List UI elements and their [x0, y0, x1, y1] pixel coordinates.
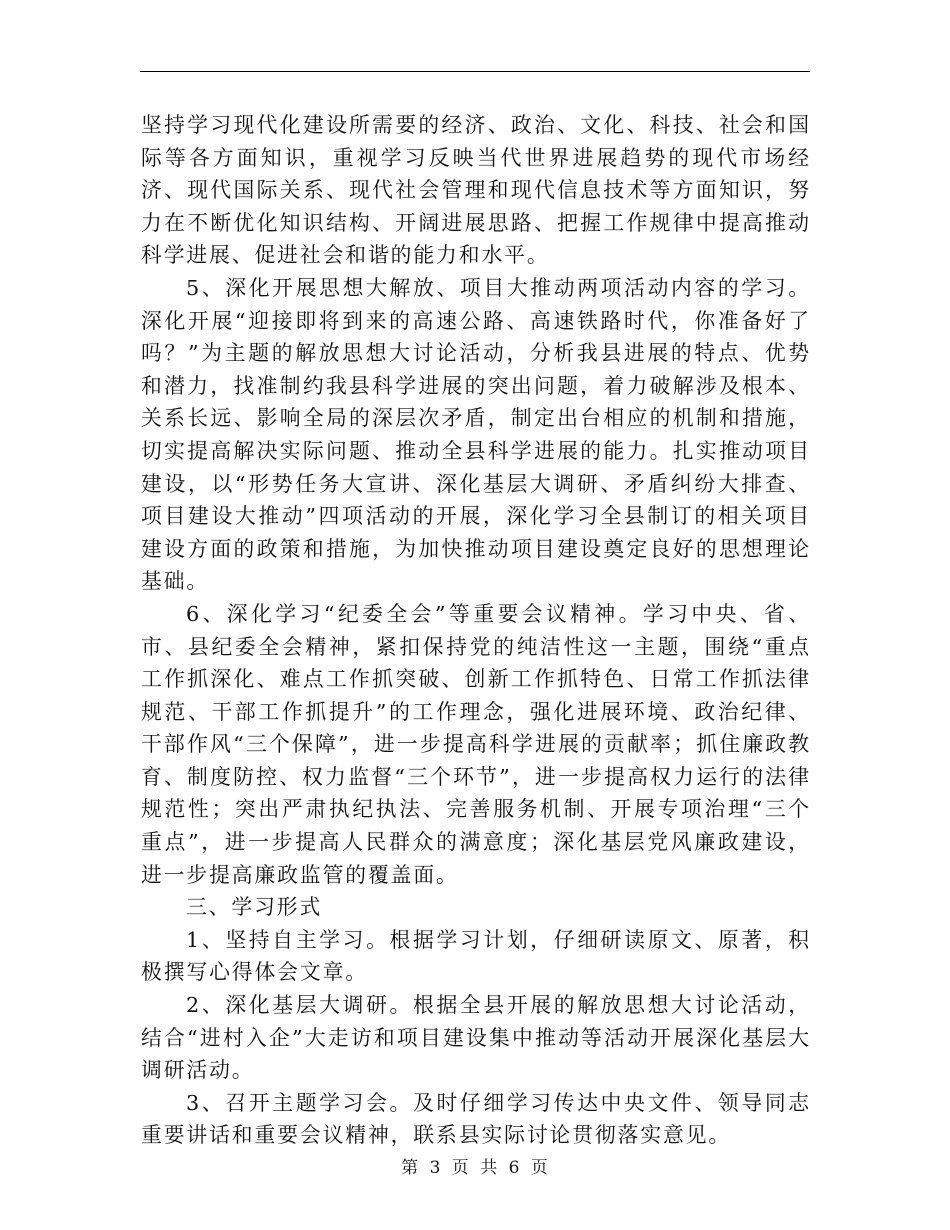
document-body: [141, 109, 811, 1152]
page-number-footer: 第 3 页 共 6 页: [401, 1158, 549, 1178]
paragraph-form-1: 1、坚持自主学习。根据学习计划，仔细研读原文、原著，积极撰写心得体会文章。: [141, 927, 811, 985]
paragraph-form-3: 3、召开主题学习会。及时仔细学习传达中央文件、领导同志重要讲话和重要会议精神，联系县实际讨论贯彻落实意见。: [141, 1090, 811, 1148]
section-heading-study-forms: 三、学习形式: [186, 895, 323, 920]
paragraph-knowledge-study: 坚持学习现代化建设所需要的经济、政治、文化、科技、社会和国际等各方面知识，重视学习反映当代世界进展趋势的现代市场经济、现代国际关系、现代社会管理和现代信息技术等方面知识，努力在不断优化知识结构、开阔进展思路、把握工作规律中提高推动科学进展、促进社会和谐的能力和水平。: [141, 113, 811, 268]
header-rule: [140, 71, 810, 72]
paragraph-item-5: 5、深化开展思想大解放、项目大推动两项活动内容的学习。深化开展“迎接即将到来的高速公路、高速铁路时代，你准备好了吗？”为主题的解放思想大讨论活动，分析我县进展的特点、优势和潜力，找准制约我县科学进展的突出问题，着力破解涉及根本、关系长远、影响全局的深层次矛盾，制定出台相应的机制和措施，切实提高解决实际问题、推动全县科学进展的能力。扎实推动项目建设，以“形势任务大宣讲、深化基层大调研、矛盾纠纷大排查、项目建设大推动”四项活动的开展，深化学习全县制订的相关项目建设方面的政策和措施，为加快推动项目建设奠定良好的思想理论基础。: [141, 275, 811, 594]
paragraph-item-6: 6、深化学习“纪委全会”等重要会议精神。学习中央、省、市、县纪委全会精神，紧扣保持党的纯洁性这一主题，围绕“重点工作抓深化、难点工作抓突破、创新工作抓特色、日常工作抓法律规范、干部工作抓提升”的工作理念，强化进展环境、政治纪律、干部作风“三个保障”，进一步提高科学进展的贡献率；抓住廉政教育、制度防控、权力监督“三个环节”，进一步提高权力运行的法律规范性；突出严肃执纪执法、完善服务机制、开展专项治理“三个重点”，进一步提高人民群众的满意度；深化基层党风廉政建设，进一步提高廉政监管的覆盖面。: [141, 601, 811, 887]
paragraph-form-2: 2、深化基层大调研。根据全县开展的解放思想大讨论活动，结合“进村入企”大走访和项目建设集中推动等活动开展深化基层大调研活动。: [141, 993, 811, 1083]
